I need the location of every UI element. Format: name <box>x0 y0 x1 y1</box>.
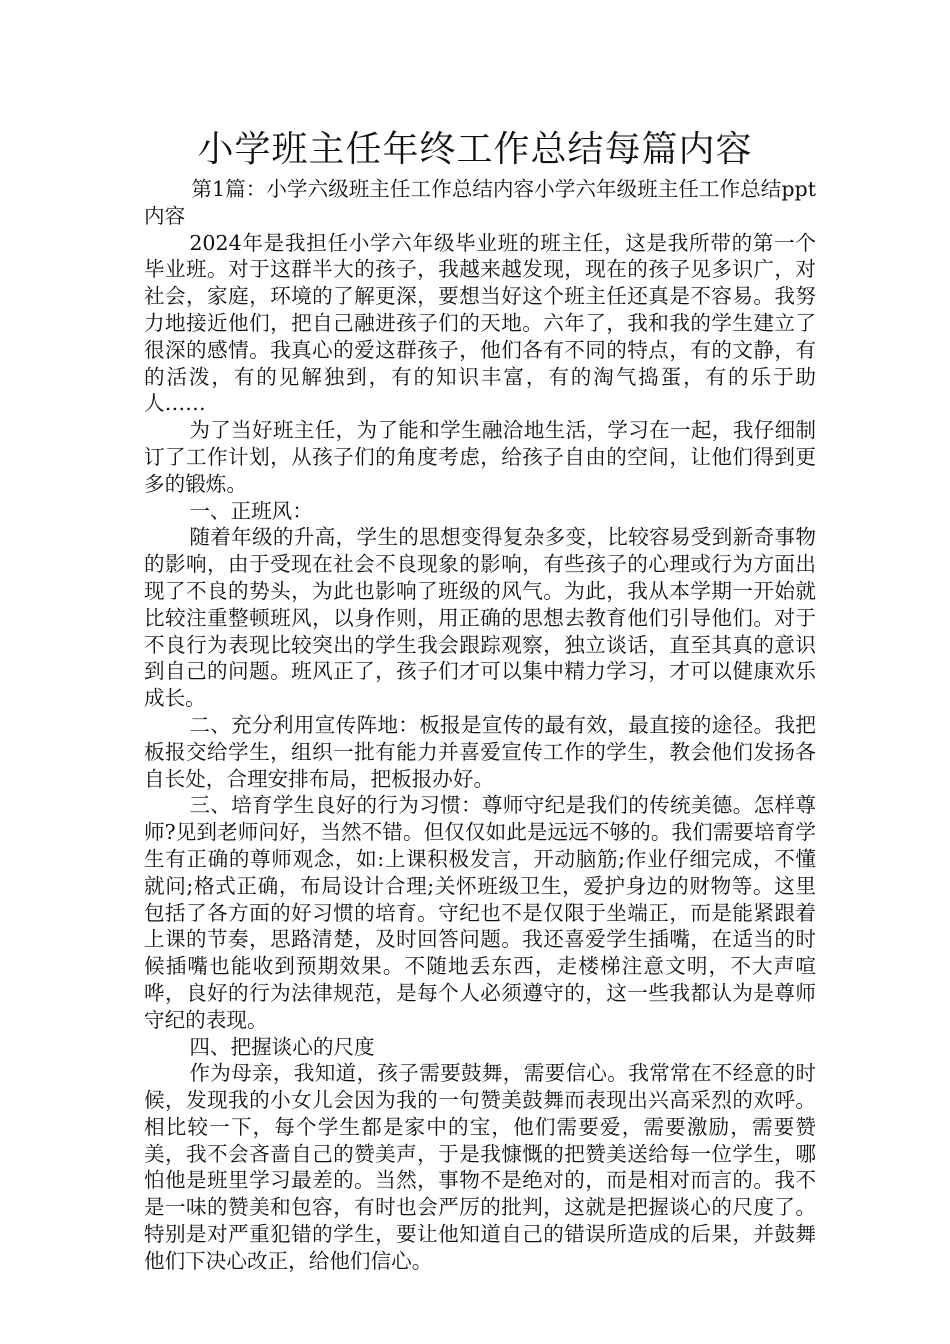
document-title: 小学班主任年终工作总结每篇内容 <box>197 129 753 170</box>
paragraph-plan: 为了当好班主任，为了能和学生融洽地生活，学习在一起，我仔细制订了工作计划，从孩子们的角度考虑，给孩子自由的空间，让他们得到更多的锻炼。 <box>144 418 816 496</box>
paragraph-habits: 三、培育学生良好的行为习惯：尊师守纪是我们的传统美德。怎样尊师?见到老师问好，当然不错。但仅仅如此是远远不够的。我们需要培育学生有正确的尊师观念，如:上课积极发言，开动脑筋;作业仔细完成，不懂就问;格式正确，布局设计合理;关怀班级卫生，爱护身边的财物等。这里包括了各方面的好习惯的培育。守纪也不是仅限于坐端正，而是能紧跟着上课的节奏，思路清楚，及时回答问题。我还喜爱学生插嘴，在适当的时候插嘴也能收到预期效果。不随地丢东西，走楼梯注意文明，不大声喧哗，良好的行为法律规范，是每个人必须遵守的，这一些我都认为是尊师守纪的表现。 <box>144 793 816 1032</box>
paragraph-heading-part-1: 第1篇：小学六级班主任工作总结内容小学六年级班主任工作总结ppt内容 <box>144 177 816 228</box>
document-body <box>144 176 816 1275</box>
section-heading-class-spirit: 一、正班风： <box>189 498 313 523</box>
paragraph-intro: 2024年是我担任小学六年级毕业班的班主任，这是我所带的第一个毕业班。对于这群半大的孩子，我越来越发现，现在的孩子见多识广，对社会，家庭，环境的了解更深，要想当好这个班主任还真是不容易。我努力地接近他们，把自己融进孩子们的天地。六年了，我和我的学生建立了很深的感情。我真心的爱这群孩子，他们各有不同的特点，有的文静，有的活泼，有的见解独到，有的知识丰富，有的淘气捣蛋，有的乐于助人…… <box>144 230 816 416</box>
paragraph-class-spirit: 随着年级的升高，学生的思想变得复杂多变，比较容易受到新奇事物的影响，由于受现在社会不良现象的影响，有些孩子的心理或行为方面出现了不良的势头，为此也影响了班级的风气。为此，我从本学期一开始就比较注重整顿班风，以身作则，用正确的思想去教育他们引导他们。对于不良行为表现比较突出的学生我会跟踪观察，独立谈话，直至其真的意识到自己的问题。班风正了，孩子们才可以集中精力学习，才可以健康欢乐成长。 <box>144 525 816 711</box>
paragraph-talk: 作为母亲，我知道，孩子需要鼓舞，需要信心。我常常在不经意的时候，发现我的小女儿会因为我的一句赞美鼓舞而表现出兴高采烈的欢呼。相比较一下，每个学生都是家中的宝，他们需要爱，需要激励，需要赞美，我不会吝啬自己的赞美声，于是我慷慨的把赞美送给每一位学生，哪怕他是班里学习最差的。当然，事物不是绝对的，而是相对而言的。我不是一味的赞美和包容，有时也会严厉的批判，这就是把握谈心的尺度了。特别是对严重犯错的学生，要让他知道自己的错误所造成的后果，并鼓舞他们下决心改正，给他们信心。 <box>144 1061 816 1273</box>
paragraph-blackboard: 二、充分利用宣传阵地：板报是宣传的最有效，最直接的途径。我把板报交给学生，组织一批有能力并喜爱宣传工作的学生，教会他们发扬各自长处，合理安排布局，把板报办好。 <box>144 712 816 791</box>
section-heading-talk: 四、把握谈心的尺度 <box>189 1034 375 1059</box>
